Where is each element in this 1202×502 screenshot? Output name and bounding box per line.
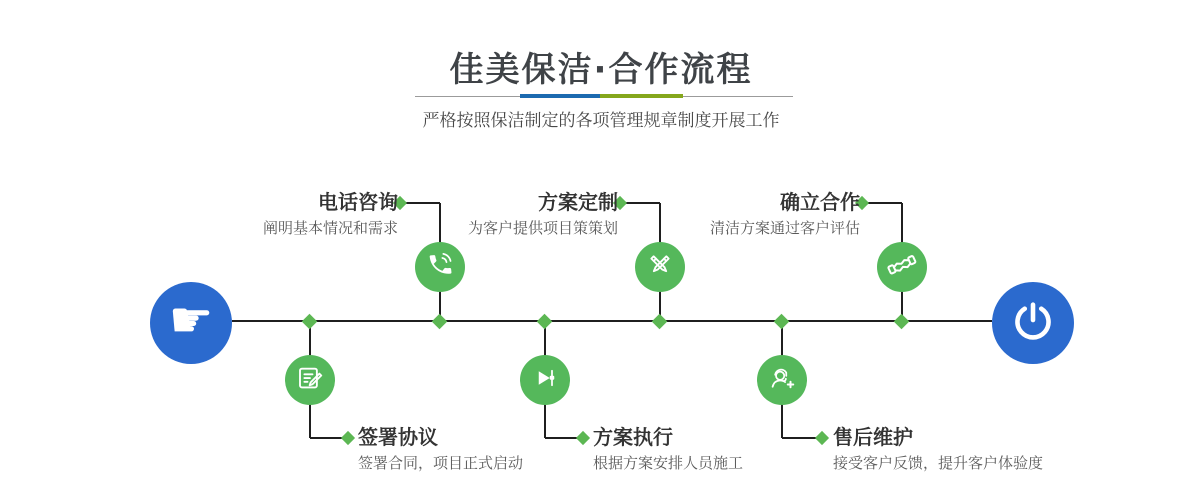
connector xyxy=(624,202,660,204)
step-label-sign xyxy=(358,426,523,472)
page-subtitle: 严格按照保洁制定的各项管理规章制度开展工作 xyxy=(422,111,780,131)
step-label-execute xyxy=(593,426,743,472)
step-title: 确立合作 xyxy=(780,190,860,214)
step-desc: 为客户提供项目策策划 xyxy=(467,219,618,237)
step-title: 售后维护 xyxy=(833,425,913,449)
timeline-node-diamond xyxy=(302,314,318,330)
step-circle-execute xyxy=(520,355,570,405)
step-title: 电话咨询 xyxy=(318,190,398,214)
step-desc: 接受客户反馈，提升客户体验度 xyxy=(833,454,1044,472)
timeline-node-diamond xyxy=(432,314,448,330)
document-sign-icon xyxy=(295,363,325,397)
step-label-handshake xyxy=(710,191,860,237)
step-label-aftersales xyxy=(833,426,1043,472)
handshake-icon xyxy=(886,249,918,285)
step-circle-handshake xyxy=(877,242,927,292)
headset-service-icon xyxy=(767,363,797,397)
step-circle-phone xyxy=(415,242,465,292)
step-circle-aftersales xyxy=(757,355,807,405)
step-desc: 清洁方案通过客户评估 xyxy=(709,219,860,237)
connector xyxy=(866,202,902,204)
step-desc: 签署合同，项目正式启动 xyxy=(358,454,524,472)
flow-start-node xyxy=(150,282,232,364)
play-execute-icon xyxy=(530,363,560,397)
step-title: 方案定制 xyxy=(538,190,618,214)
page-title: 佳美保洁·合作流程 xyxy=(449,50,753,90)
title-divider-blue-segment xyxy=(520,94,600,98)
label-diamond xyxy=(576,431,590,445)
title-divider-green-segment xyxy=(600,94,683,98)
flow-end-node xyxy=(992,282,1074,364)
step-circle-design xyxy=(635,242,685,292)
step-circle-sign xyxy=(285,355,335,405)
phone-icon xyxy=(425,250,455,284)
power-icon xyxy=(1010,298,1056,348)
step-label-phone xyxy=(263,191,398,237)
timeline-node-diamond xyxy=(774,314,790,330)
connector xyxy=(404,202,440,204)
step-title: 签署协议 xyxy=(358,425,438,449)
step-label-design xyxy=(468,191,618,237)
step-title: 方案执行 xyxy=(593,425,673,449)
step-desc: 根据方案安排人员施工 xyxy=(593,454,744,472)
pencil-design-icon xyxy=(645,250,675,284)
pointing-hand-icon: ☛ xyxy=(168,291,214,349)
timeline-node-diamond xyxy=(537,314,553,330)
timeline-node-diamond xyxy=(894,314,910,330)
timeline-node-diamond xyxy=(652,314,668,330)
step-desc: 阐明基本情况和需求 xyxy=(262,219,398,237)
timeline-main-line xyxy=(232,320,992,322)
label-diamond xyxy=(815,431,829,445)
label-diamond xyxy=(341,431,355,445)
